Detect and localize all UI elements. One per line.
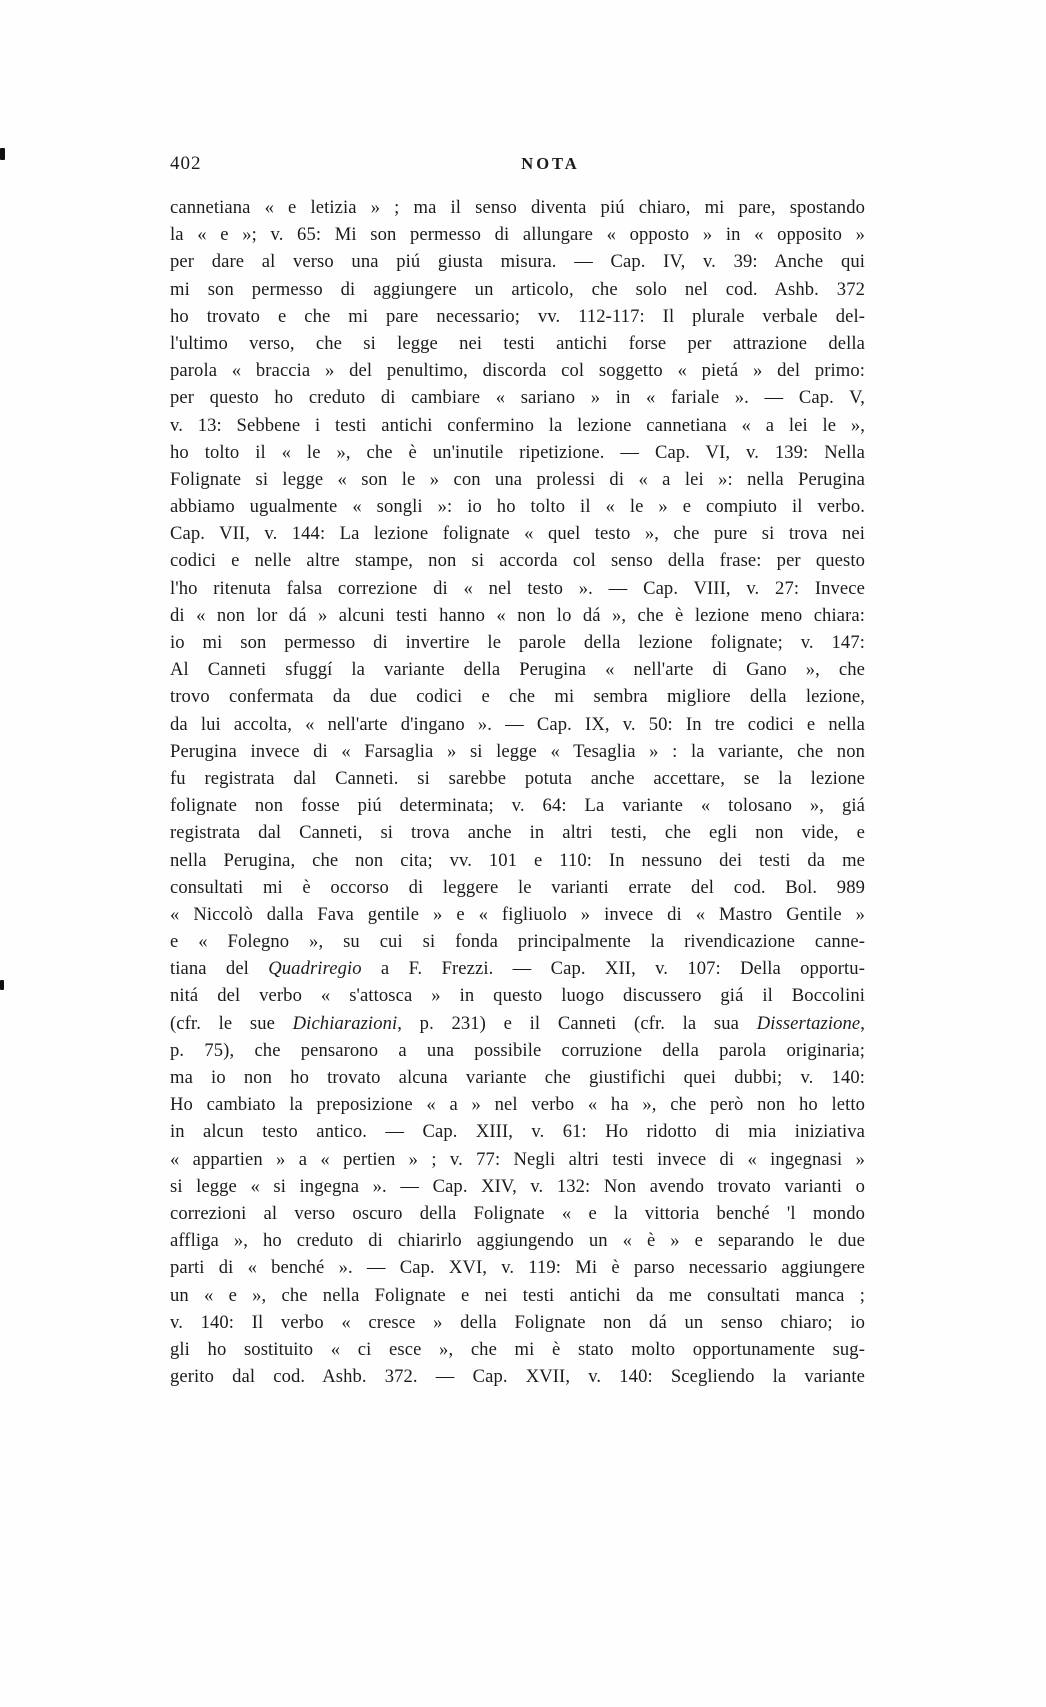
text-line: l'ho ritenuta falsa correzione di « nel testo ». — Cap. VIII, v. 27: Invece xyxy=(170,577,865,599)
text-line: un « e », che nella Folignate e nei testi antichi da me consultati manca ; xyxy=(170,1284,865,1306)
text-line: v. 13: Sebbene i testi antichi confermino la lezione cannetiana « a lei le », xyxy=(170,414,865,436)
page-title: NOTA xyxy=(521,154,580,173)
text-line: parti di « benché ». — Cap. XVI, v. 119: Mi è parso necessario aggiungere xyxy=(170,1257,865,1279)
text-line: Cap. VII, v. 144: La lezione folignate « quel testo », che pure si trova nei xyxy=(170,523,865,545)
text-line: per dare al verso una piú giusta misura. — Cap. IV, v. 39: Anche qui xyxy=(170,251,865,273)
text-line: e « Folegno », su cui si fonda principalmente la rivendicazione canne- xyxy=(170,931,865,953)
text-line: folignate non fosse piú determinata; v. 64: La variante « tolosano », giá xyxy=(170,795,865,817)
scan-artifact xyxy=(0,148,5,160)
text-line: l'ultimo verso, che si legge nei testi antichi forse per attrazione della xyxy=(170,332,865,354)
text-line: (cfr. le sue Dichiarazioni, p. 231) e il Canneti (cfr. la sua Dissertazione, xyxy=(170,1012,866,1034)
text-line: la « e »; v. 65: Mi son permesso di allungare « opposto » in « opposito » xyxy=(170,224,865,246)
text-line: nella Perugina, che non cita; vv. 101 e 110: In nessuno dei testi da me xyxy=(170,849,865,871)
text-line: « Niccolò dalla Fava gentile » e « figliuolo » invece di « Mastro Gentile » xyxy=(170,903,865,925)
text-line: Perugina invece di « Farsaglia » si legge « Tesaglia » : la variante, che non xyxy=(170,740,865,762)
text-line: Ho cambiato la preposizione « a » nel verbo « ha », che però non ho letto xyxy=(170,1094,865,1116)
text-line: gli ho sostituito « ci esce », che mi è stato molto opportunamente sug- xyxy=(170,1338,865,1360)
page-number: 402 xyxy=(170,153,202,174)
text-line: « appartien » a « pertien » ; v. 77: Negli altri testi invece di « ingegnasi » xyxy=(170,1148,865,1170)
text-line: io mi son permesso di invertire le parole della lezione folignate; v. 147: xyxy=(170,632,865,653)
running-head xyxy=(170,153,865,177)
text-line: abbiamo ugualmente « songli »: io ho tolto il « le » e compiuto il verbo. xyxy=(170,496,865,518)
text-line: ho tolto il « le », che è un'inutile ripetizione. — Cap. VI, v. 139: Nella xyxy=(170,441,865,463)
text-line: si legge « si ingegna ». — Cap. XIV, v. 132: Non avendo trovato varianti o xyxy=(170,1175,865,1197)
text-line: gerito dal cod. Ashb. 372. — Cap. XVII, v. 140: Scegliendo la variante xyxy=(170,1366,865,1388)
scan-artifact xyxy=(0,980,4,990)
text-line: Folignate si legge « son le » con una prolessi di « a lei »: nella Perugina xyxy=(170,468,865,490)
text-line: per questo ho creduto di cambiare « sariano » in « fariale ». — Cap. V, xyxy=(170,387,865,409)
text-line: in alcun testo antico. — Cap. XIII, v. 61: Ho ridotto di mia iniziativa xyxy=(170,1121,865,1143)
text-line: consultati mi è occorso di leggere le varianti errate del cod. Bol. 989 xyxy=(170,876,865,898)
text-line: mi son permesso di aggiungere un articolo, che solo nel cod. Ashb. 372 xyxy=(170,278,865,300)
text-line: trovo confermata da due codici e che mi sembra migliore della lezione, xyxy=(170,686,865,708)
body-text xyxy=(170,194,865,1390)
text-line: Al Canneti sfuggí la variante della Perugina « nell'arte di Gano », che xyxy=(170,659,865,681)
text-line: di « non lor dá » alcuni testi hanno « non lo dá », che è lezione meno chiara: xyxy=(170,604,865,626)
text-line: registrata dal Canneti, si trova anche in altri testi, che egli non vide, e xyxy=(170,822,865,844)
text-line: ho trovato e che mi pare necessario; vv. 112-117: Il plurale verbale del- xyxy=(170,305,865,327)
text-line: v. 140: Il verbo « cresce » della Folignate non dá un senso chiaro; io xyxy=(170,1311,865,1333)
text-line: cannetiana « e letizia » ; ma il senso diventa piú chiaro, mi pare, spostando xyxy=(170,197,865,218)
text-line: parola « braccia » del penultimo, discorda col soggetto « pietá » del primo: xyxy=(170,360,865,382)
text-line: codici e nelle altre stampe, non si accorda col senso della frase: per questo xyxy=(170,550,865,572)
text-line: tiana del Quadriregio a F. Frezzi. — Cap. XII, v. 107: Della opportu- xyxy=(170,958,865,980)
text-line: fu registrata dal Canneti. si sarebbe potuta anche accettare, se la lezione xyxy=(170,767,865,789)
text-line: nitá del verbo « s'attosca » in questo luogo discussero giá il Boccolini xyxy=(170,985,865,1007)
text-line: p. 75), che pensarono a una possibile corruzione della parola originaria; xyxy=(170,1039,865,1061)
text-line: correzioni al verso oscuro della Folignate « e la vittoria benché 'l mondo xyxy=(170,1202,865,1224)
text-line: affliga », ho creduto di chiarirlo aggiungendo un « è » e separando le due xyxy=(170,1230,865,1252)
text-line: ma io non ho trovato alcuna variante che giustifichi quei dubbi; v. 140: xyxy=(170,1067,865,1088)
text-line: da lui accolta, « nell'arte d'ingano ». — Cap. IX, v. 50: In tre codici e nella xyxy=(170,713,865,735)
